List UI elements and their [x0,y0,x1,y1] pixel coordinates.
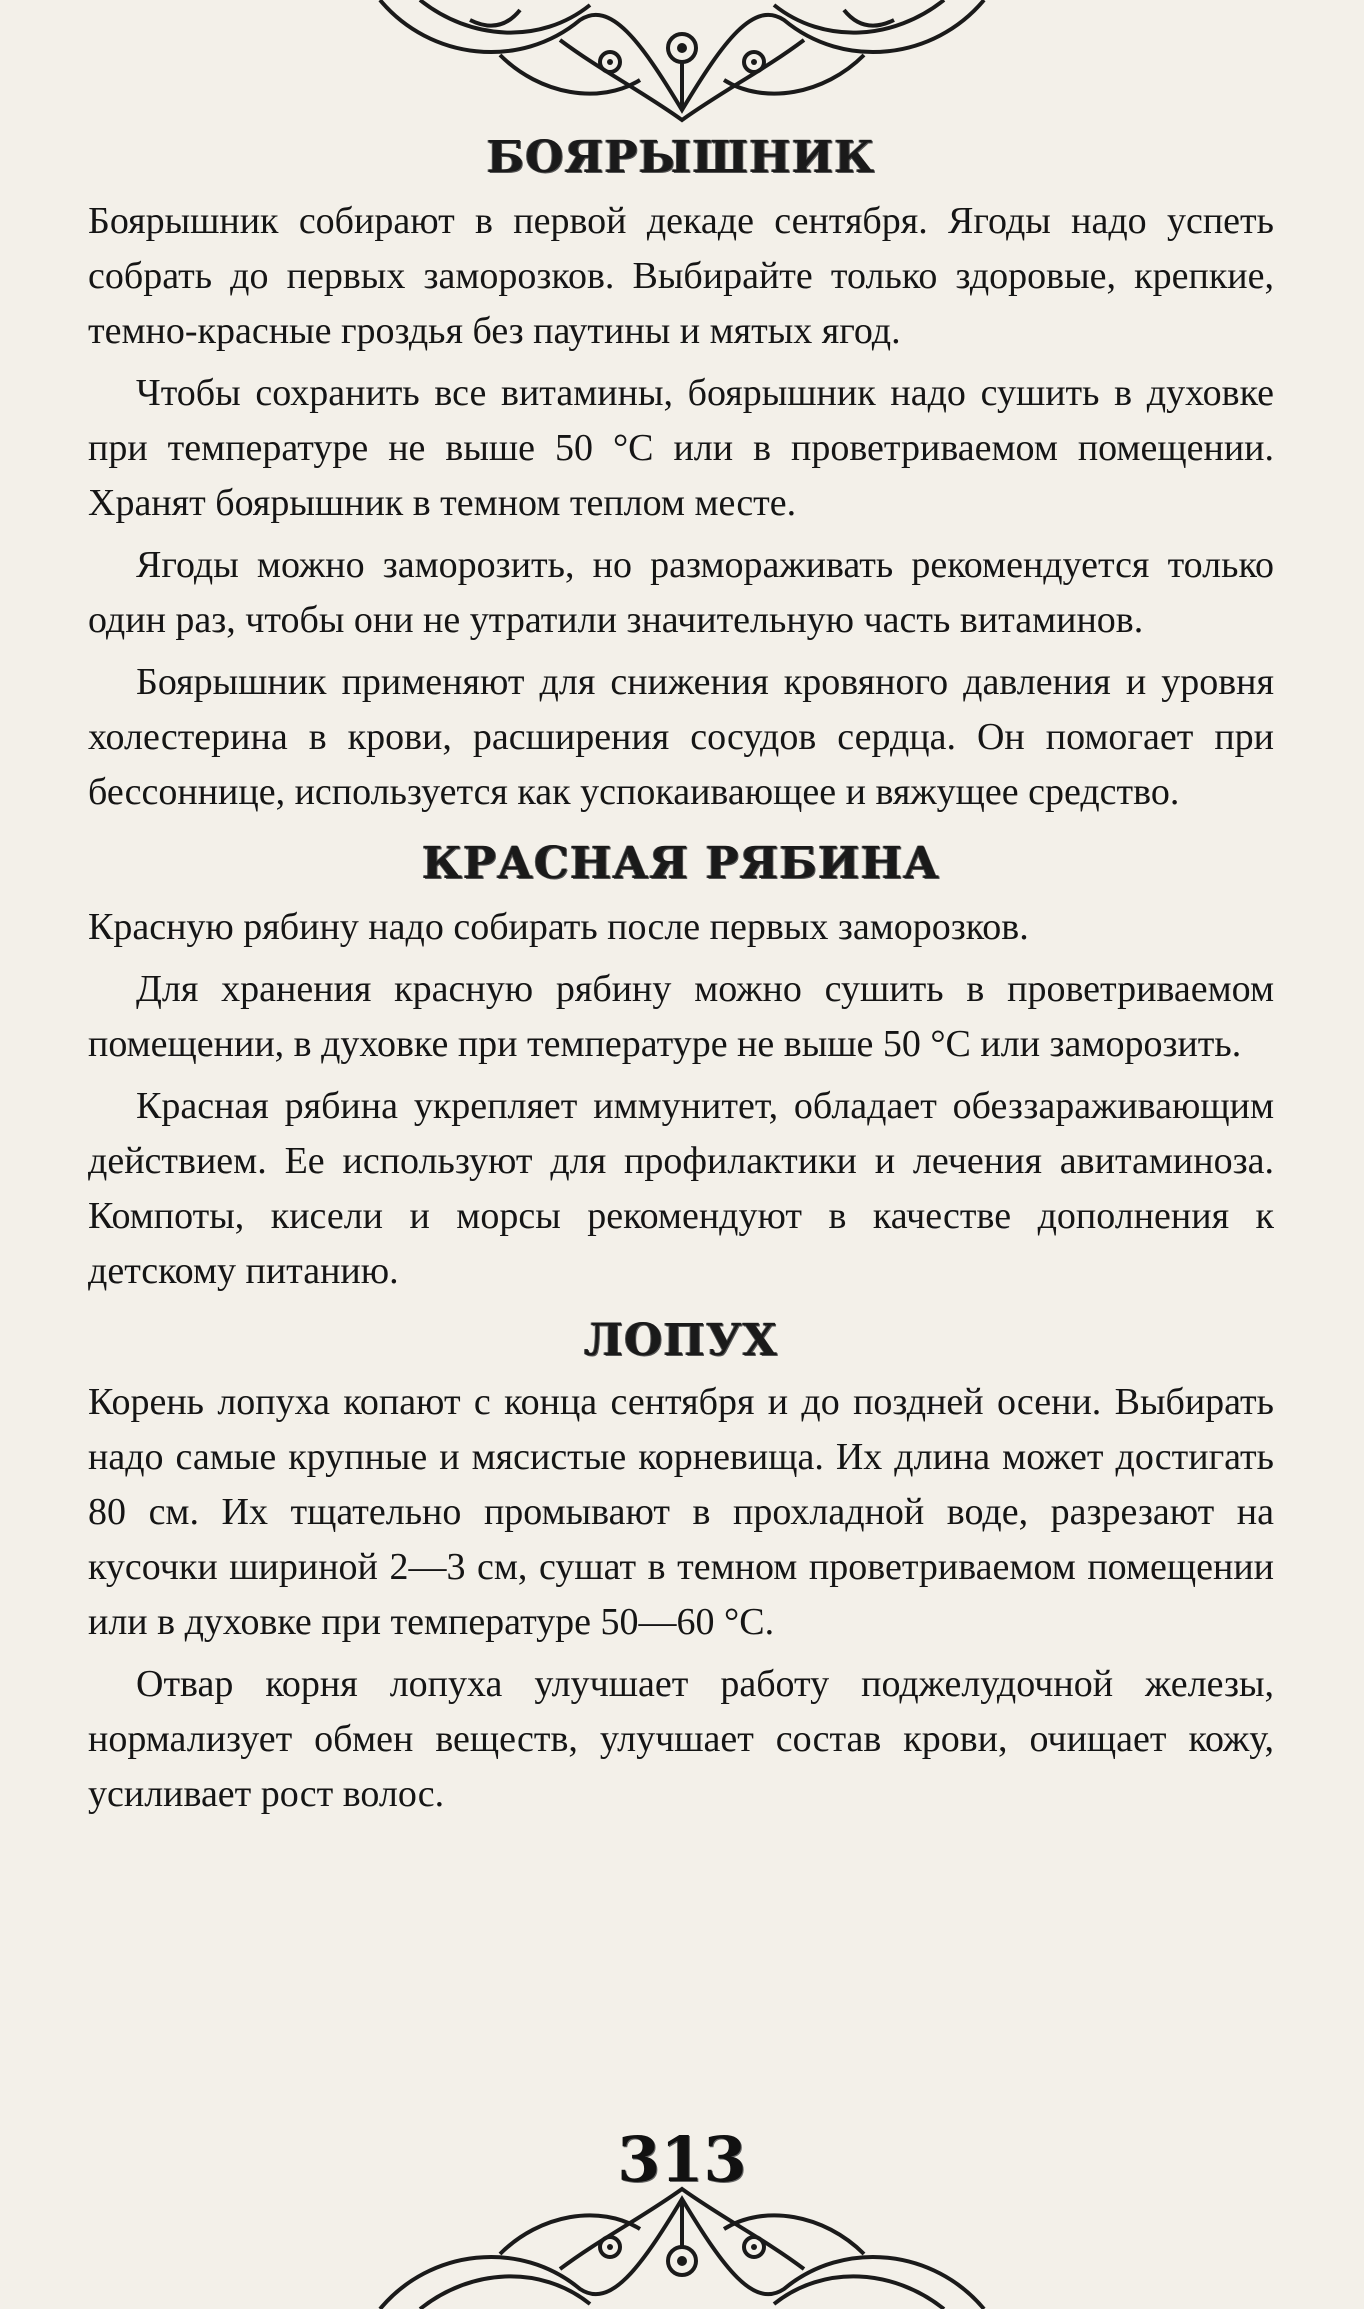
paragraph: Корень лопуха копают с конца сентября и до поздней осени. Выбирать надо самые крупные и мясистые корневища. Их длина может достигать 80 см. Их тщательно промывают в прохладной воде, разрезают на кусочки шириной 2—3 см, сушат в темном проветриваемом помещении или в духовке при температуре 50—60 °С. [88,1381,1274,1643]
section-title: КРАСНАЯ РЯБИНА [422,838,940,889]
section-title: БОЯРЫШНИК [486,132,876,183]
paragraph: Чтобы сохранить все витамины, боярышник надо сушить в духовке при температуре не выше 50 °С или в проветриваемом помещении. Хранят боярышник в темном теплом месте. [88,372,1274,524]
paragraph: Для хранения красную рябину можно сушить в проветриваемом помещении, в духовке при температуре не выше 50 °С или заморозить. [88,968,1274,1065]
paragraph: Боярышник применяют для снижения кровяного давления и уровня холестерина в крови, расширения сосудов сердца. Он помогает при бессоннице, используется как успокаивающее и вяжущее средство. [88,661,1274,813]
paragraph: Боярышник собирают в первой декаде сентября. Ягоды надо успеть собрать до первых заморозков. Выбирайте только здоровые, крепкие, темно-красные гроздья без паутины и мятых ягод. [88,200,1274,352]
paragraph: Красную рябину надо собирать после первых заморозков. [88,906,1029,948]
page-number: 313 [617,2123,747,2196]
paragraph: Ягоды можно заморозить, но размораживать рекомендуется только один раз, чтобы они не утратили значительную часть витаминов. [88,544,1274,641]
top-ornament [0,0,1364,130]
bottom-ornament [0,2185,1364,2309]
section-lopukh [88,1311,1274,1822]
section-boyaryshnik [88,128,1274,820]
paragraph: Отвар корня лопуха улучшает работу поджелудочной железы, нормализует обмен веществ, улучшает состав крови, очищает кожу, усиливает рост волос. [88,1663,1274,1815]
section-krasnaya-ryabina [88,834,1274,1299]
paragraph: Красная рябина укрепляет иммунитет, обладает обеззараживающим действием. Ее используют для профилактики и лечения авитаминоза. Компоты, кисели и морсы рекомендуют в качестве дополнения к детскому питанию. [88,1085,1274,1292]
page-content [88,128,1274,1829]
section-title: ЛОПУХ [584,1315,778,1366]
